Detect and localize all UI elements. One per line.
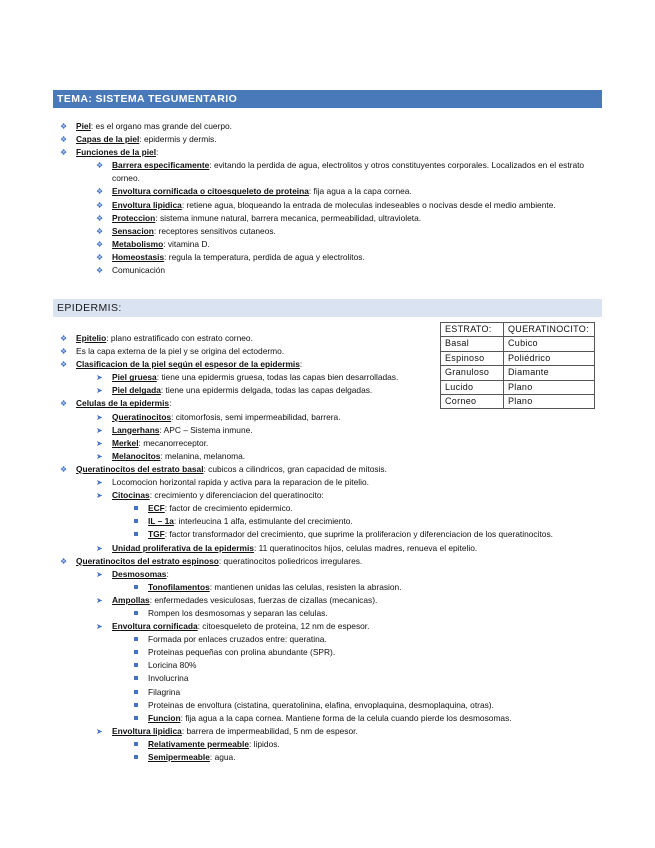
- list-item: ❖ Envoltura lipidica: retiene agua, bloqueando la entrada de moleculas indeseables o nocivas desde el medio ambiente.: [96, 199, 600, 212]
- diamond-bullet-icon: ❖: [96, 226, 104, 236]
- list-item: TGF: factor transformador del crecimiento, que suprime la proliferacion y diferenciacion de los queratinocitos.: [132, 528, 600, 541]
- list-item: ➤ Ampollas: enfermedades vesiculosas, fuerzas de cizallas (mecanicas). Rompen los desmosomas y separan las celulas.: [96, 594, 600, 620]
- table-header-cell: QUERATINOCITO:: [504, 323, 595, 337]
- square-bullet-icon: [134, 532, 138, 536]
- table-cell: Corneo: [441, 395, 504, 409]
- list-item: Semipermeable: agua.: [132, 751, 600, 764]
- list-item: ➤ Unidad proliferativa de la epidermis: 11 queratinocitos hijos, celulas madres, renueva el epitelio.: [96, 542, 600, 555]
- list-item: ❖ Piel: es el organo mas grande del cuerpo.: [60, 120, 600, 133]
- piel-list: [60, 120, 600, 277]
- diamond-bullet-icon: ❖: [60, 347, 68, 357]
- list-item: ❖ Sensacion: receptores sensitivos cutaneos.: [96, 225, 600, 238]
- table-cell: Basal: [441, 337, 504, 351]
- list-item: Formada por enlaces cruzados entre: queratina.: [132, 633, 600, 646]
- table-cell: Lucido: [441, 380, 504, 394]
- arrow-bullet-icon: ➤: [96, 386, 103, 396]
- diamond-bullet-icon: ❖: [60, 556, 68, 566]
- square-bullet-icon: [134, 716, 138, 720]
- diamond-bullet-icon: ❖: [96, 161, 104, 171]
- square-bullet-icon: [134, 650, 138, 654]
- arrow-bullet-icon: ➤: [96, 451, 103, 461]
- list-item: ➤ Desmosomas: Tonofilamentos: mantienen unidas las celulas, resisten la abrasion.: [96, 568, 600, 594]
- diamond-bullet-icon: ❖: [60, 399, 68, 409]
- diamond-bullet-icon: ❖: [60, 360, 68, 370]
- diamond-bullet-icon: ❖: [96, 239, 104, 249]
- list-item: ❖ Funciones de la piel: ❖ Barrera especificamente: evitando la perdida de agua, electrolitos y otros constituyentes corporales. Localizados en el estrato corneo. ❖ Envoltura cornificada o citoesqueleto de proteina: fija agua a la capa cornea. ❖ Envoltura lipidica: retiene agua, bloqueando la entrada de moleculas indeseables o nocivas desde el medio ambiente. ❖ Proteccion: sistema inmune natural, barrera mecanica, permeabilidad, ultravioleta. ❖ Sensacion: receptores sensitivos cutaneos. ❖ Metabolismo: vitamina D. ❖ Homeostasis: regula la temperatura, perdida de agua y electrolitos. ❖ Comunicación: [60, 146, 600, 277]
- arrow-bullet-icon: ➤: [96, 491, 103, 501]
- square-bullet-icon: [134, 663, 138, 667]
- table-cell: Granuloso: [441, 366, 504, 380]
- square-bullet-icon: [134, 506, 138, 510]
- list-item: ➤ Melanocitos: melanina, melanoma.: [96, 450, 600, 463]
- arrow-bullet-icon: ➤: [96, 595, 103, 605]
- list-item: ❖ Es la capa externa de la piel y se origina del ectodermo.: [60, 345, 600, 358]
- list-item: ❖ Capas de la piel: epidermis y dermis.: [60, 133, 600, 146]
- list-item: ECF: factor de crecimiento epidermico.: [132, 502, 600, 515]
- table-cell: Plano: [504, 380, 595, 394]
- list-item: ➤ Citocinas: crecimiento y diferenciacion del queratinocito: ECF: factor de crecimiento epidermico. IL – 1a: interleucina 1 alfa, estimulante del crecimiento. TGF: factor transformador del crecimiento, que suprime la proliferacion y diferenciacion de los queratinocitos.: [96, 489, 600, 541]
- arrow-bullet-icon: ➤: [96, 622, 103, 632]
- list-item: ❖ Epitelio: plano estratificado con estrato corneo.: [60, 332, 600, 345]
- list-item: ➤ Locomocion horizontal rapida y activa para la reparacion de le pitelio.: [96, 476, 600, 489]
- square-bullet-icon: [134, 742, 138, 746]
- funciones-list: [76, 159, 600, 277]
- diamond-bullet-icon: ❖: [60, 135, 68, 145]
- list-item: Tonofilamentos: mantienen unidas las celulas, resisten la abrasion.: [132, 581, 600, 594]
- section-heading-tegumentario: TEMA: SISTEMA TEGUMENTARIO: [53, 90, 602, 108]
- square-bullet-icon: [134, 676, 138, 680]
- list-item: Relativamente permeable: lipidos.: [132, 738, 600, 751]
- list-item: ➤ Merkel: mecanorreceptor.: [96, 437, 600, 450]
- list-item: ❖ Celulas de la epidermis: ➤ Queratinocitos: citomorfosis, semi impermeabilidad, barrera. ➤ Langerhans: APC – Sistema inmune. ➤ Merkel: mecanorreceptor. ➤ Melanocitos: melanina, melanoma.: [60, 397, 600, 462]
- list-item: ❖ Homeostasis: regula la temperatura, perdida de agua y electrolitos.: [96, 251, 600, 264]
- list-item: ❖ Envoltura cornificada o citoesqueleto de proteina: fija agua a la capa cornea.: [96, 185, 600, 198]
- diamond-bullet-icon: ❖: [96, 252, 104, 262]
- list-item: ➤ Queratinocitos: citomorfosis, semi impermeabilidad, barrera.: [96, 411, 600, 424]
- arrow-bullet-icon: ➤: [96, 438, 103, 448]
- arrow-bullet-icon: ➤: [96, 726, 103, 736]
- list-item: ➤ Envoltura cornificada: citoesqueleto de proteina, 12 nm de espesor. Formada por enlaces cruzados entre: queratina. Proteinas pequeñas con prolina abundante (SPR). Loricina 80% Involucrina Filagrina Proteinas de envoltura (cistatina, queratolinina, elafina, envoplaquina, desmoplaquina, otras). Funcion: fija agua a la capa cornea. Mantiene forma de la celula cuando pierde los desmosomas.: [96, 620, 600, 725]
- square-bullet-icon: [134, 519, 138, 523]
- epidermis-list: [60, 332, 600, 764]
- diamond-bullet-icon: ❖: [96, 187, 104, 197]
- table-cell: Poliédrico: [504, 351, 595, 365]
- arrow-bullet-icon: ➤: [96, 412, 103, 422]
- list-item: ➤ Piel gruesa: tiene una epidermis gruesa, todas las capas bien desarrolladas.: [96, 371, 600, 384]
- square-bullet-icon: [134, 755, 138, 759]
- list-item: Involucrina: [132, 672, 600, 685]
- arrow-bullet-icon: ➤: [96, 425, 103, 435]
- diamond-bullet-icon: ❖: [96, 200, 104, 210]
- list-item: ➤ Langerhans: APC – Sistema inmune.: [96, 424, 600, 437]
- list-item: ❖ Comunicación: [96, 264, 600, 277]
- diamond-bullet-icon: ❖: [60, 148, 68, 158]
- diamond-bullet-icon: ❖: [96, 266, 104, 276]
- list-item: ❖ Metabolismo: vitamina D.: [96, 238, 600, 251]
- list-item: Proteinas pequeñas con prolina abundante (SPR).: [132, 646, 600, 659]
- arrow-bullet-icon: ➤: [96, 543, 103, 553]
- list-item: Filagrina: [132, 686, 600, 699]
- list-item: ❖ Clasificacion de la piel según el espesor de la epidermis: ➤ Piel gruesa: tiene una epidermis gruesa, todas las capas bien desarrolladas. ➤ Piel delgada: tiene una epidermis delgada, todas las capas delgadas.: [60, 358, 600, 397]
- list-item: Funcion: fija agua a la capa cornea. Mantiene forma de la celula cuando pierde los desmosomas.: [132, 712, 600, 725]
- arrow-bullet-icon: ➤: [96, 478, 103, 488]
- list-item: Proteinas de envoltura (cistatina, queratolinina, elafina, envoplaquina, desmoplaquina, otras).: [132, 699, 600, 712]
- diamond-bullet-icon: ❖: [60, 464, 68, 474]
- list-item: ❖ Barrera especificamente: evitando la perdida de agua, electrolitos y otros constituyentes corporales. Localizados en el estrato corneo.: [96, 160, 585, 184]
- diamond-bullet-icon: ❖: [60, 334, 68, 343]
- list-item: ➤ Envoltura lipidica: barrera de impermeabilidad, 5 nm de espesor. Relativamente permeable: lipidos. Semipermeable: agua.: [96, 725, 600, 764]
- list-item: ❖ Queratinocitos del estrato espinoso: queratinocitos poliedricos irregulares. ➤ Desmosomas: Tonofilamentos: mantienen unidas las celulas, resisten la abrasion. ➤ Ampollas: enfermedades vesiculosas, fuerzas de cizallas (mecanicas). Rompen los desmosomas y separan las celulas. ➤ Envoltura cornificada: citoesqueleto de proteina, 12 nm de espesor. Formada por enlaces cruzados entre: queratina. Proteinas pequeñas con prolina abundante (SPR). Loricina 80% Involucrina Filagrina Proteinas de envoltura (cistatina, queratolinina, elafina, envoplaquina, desmoplaquina, otras). Funcion: fija agua a la capa cornea. Mantiene forma de la celula cuando pierde los desmosomas. ➤ Envoltura lipidica: barrera de impermeabilidad, 5 nm de espesor. Relativamente permeable: lipidos. Semipermeable: agua.: [60, 555, 600, 765]
- list-item: ➤ Piel delgada: tiene una epidermis delgada, todas las capas delgadas.: [96, 384, 600, 397]
- list-item: IL – 1a: interleucina 1 alfa, estimulante del crecimiento.: [132, 515, 600, 528]
- diamond-bullet-icon: ❖: [96, 213, 104, 223]
- list-item: Loricina 80%: [132, 659, 600, 672]
- square-bullet-icon: [134, 585, 138, 589]
- diamond-bullet-icon: ❖: [60, 122, 68, 131]
- table-header-cell: ESTRATO:: [441, 323, 504, 337]
- arrow-bullet-icon: ➤: [96, 569, 103, 579]
- section-heading-epidermis: EPIDERMIS:: [53, 299, 602, 317]
- list-item: ❖ Proteccion: sistema inmune natural, barrera mecanica, permeabilidad, ultravioleta.: [96, 212, 600, 225]
- square-bullet-icon: [134, 637, 138, 641]
- arrow-bullet-icon: ➤: [96, 373, 103, 383]
- list-item: Rompen los desmosomas y separan las celulas.: [132, 607, 600, 620]
- table-cell: Plano: [504, 395, 595, 409]
- square-bullet-icon: [134, 690, 138, 694]
- table-cell: Diamante: [504, 366, 595, 380]
- table-cell: Espinoso: [441, 351, 504, 365]
- table-cell: Cubico: [504, 337, 595, 351]
- list-item: ❖ Queratinocitos del estrato basal: cubicos a cilindricos, gran capacidad de mitosis. ➤ Locomocion horizontal rapida y activa para la reparacion de le pitelio. ➤ Citocinas: crecimiento y diferenciacion del queratinocito: ECF: factor de crecimiento epidermico. IL – 1a: interleucina 1 alfa, estimulante del crecimiento. TGF: factor transformador del crecimiento, que suprime la proliferacion y diferenciacion de los queratinocitos. ➤ Unidad proliferativa de la epidermis: 11 queratinocitos hijos, celulas madres, renueva el epitelio.: [60, 463, 600, 555]
- square-bullet-icon: [134, 703, 138, 707]
- square-bullet-icon: [134, 611, 138, 615]
